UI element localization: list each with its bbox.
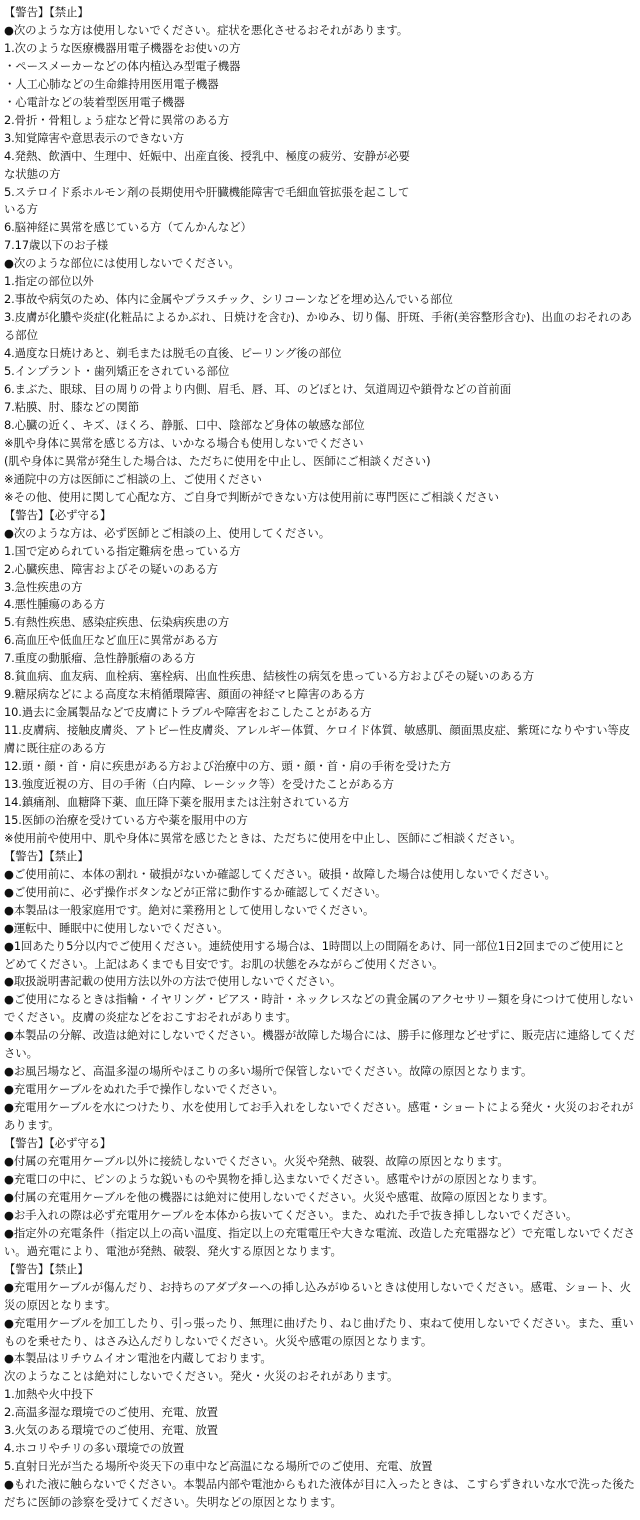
text-line: ●充電用ケーブルを加工したり、引っ張ったり、無理に曲げたり、ねじ曲げたり、束ねて使用しないでください。また、重いものを乗せたり、はさみ込んだりしないでください。火災や感電の原因となります。 (4, 1315, 634, 1348)
text-line: 7.粘膜、肘、膝などの関節 (4, 399, 139, 414)
text-line: 次のようなことは絶対にしないでください。発火・火災のおそれがあります。 (4, 1369, 399, 1384)
text-line: 【警告】【禁止】 (4, 1261, 89, 1276)
text-line: ●ご使用前に、本体の割れ・破損がないか確認してください。破損・故障した場合は使用しないでください。 (4, 866, 556, 881)
text-line: ※通院中の方は医師にご相談の上、ご使用ください (4, 471, 262, 486)
text-line: ●お風呂場など、高温多湿の場所やほこりの多い場所で保管しないでください。故障の原因となります。 (4, 1064, 533, 1079)
text-line: ●次のような部位には使用しないでください。 (4, 256, 240, 271)
text-line: 1.指定の部位以外 (4, 274, 94, 289)
text-line: ・心電計などの装着型医用電子機器 (4, 94, 185, 109)
text-line: 6.まぶた、眼球、目の周りの骨より内側、眉毛、唇、耳、のどぼとけ、気道周辺や鎖骨などの首前面 (4, 382, 512, 397)
text-line: ・人工心肺などの生命維持用医用電子機器 (4, 76, 219, 91)
text-line: 8.心臓の近く、キズ、ほくろ、静脈、口中、陰部など身体の敏感な部位 (4, 417, 365, 432)
text-line: ●本製品はリチウムイオン電池を内蔵しております。 (4, 1351, 272, 1366)
text-line: 2.高温多湿な環境でのご使用、充電、放置 (4, 1405, 218, 1420)
text-line: 5.有熱性疾患、感染症疾患、伝染病疾患の方 (4, 615, 230, 630)
text-line: 4.悪性腫瘍のある方 (4, 597, 105, 612)
text-line: ●充電口の中に、ピンのような鋭いものや異物を挿し込まないでください。感電やけがの原因となります。 (4, 1171, 544, 1186)
text-line: ●充電用ケーブルを水につけたり、水を使用してお手入れをしないでください。感電・ショートによる発火・火災のおそれがあります。 (4, 1100, 634, 1133)
text-line: (肌や身体に異常が発生した場合は、ただちに使用を中止し、医師にご相談ください) (4, 453, 431, 468)
text-line: 【警告】【禁止】 (4, 848, 89, 863)
text-line: 【警告】【必ず守る】 (4, 507, 112, 522)
text-line: 1.次のような医療機器用電子機器をお使いの方 (4, 40, 241, 55)
text-line: 7.17歳以下のお子様 (4, 238, 108, 253)
text-line: 5.直射日光が当たる場所や炎天下の車中など高温になる場所でのご使用、充電、放置 (4, 1459, 433, 1474)
text-line: ●取扱説明書記載の使用方法以外の方法で使用しないでください。 (4, 974, 342, 989)
text-line: ●充電用ケーブルが傷んだり、お持ちのアダプターへの挿し込みがゆるいときは使用しないでください。感電、ショート、火災の原因となります。 (4, 1279, 631, 1312)
text-line: 3.火気のある環境でのご使用、充電、放置 (4, 1423, 218, 1438)
text-line: 3.急性疾患の方 (4, 579, 83, 594)
text-line: ●本製品は一般家庭用です。絶対に業務用として使用しないでください。 (4, 902, 375, 917)
text-line: ●次のような方は使用しないでください。症状を悪化させるおそれがあります。 (4, 22, 409, 37)
text-line: 5.ステロイド系ホルモン剤の長期使用や肝臓機能障害で毛細血管拡張を起こして (4, 184, 410, 199)
text-line: 10.過去に金属製品などで皮膚にトラブルや障害をおこしたことがある方 (4, 705, 372, 720)
text-line: な状態の方 (4, 166, 61, 181)
text-line: 15.医師の治療を受けている方や薬を服用中の方 (4, 812, 248, 827)
text-line: ●もれた液に触らないでください。本製品内部や電池からもれた液体が目に入ったときは、こすらずきれいな水で洗った後ただちに医師の診察を受けてください。失明などの原因となります。 (4, 1477, 635, 1510)
text-line: 3.知覚障害や意思表示のできない方 (4, 130, 185, 145)
text-line: ●指定外の充電条件（指定以上の高い温度、指定以上の充電電圧や大きな電流、改造した充電器など）で充電しないでください。過充電により、電池が発熱、破裂、発火する原因となります。 (4, 1225, 635, 1258)
text-line: ※使用前や使用中、肌や身体に異常を感じたときは、ただちに使用を中止し、医師にご相談ください。 (4, 830, 522, 845)
text-line: 2.事故や病気のため、体内に金属やプラスチック、シリコーンなどを埋め込んでいる部位 (4, 292, 453, 307)
text-line: 9.糖尿病などによる高度な末梢循環障害、顔面の神経マヒ障害のある方 (4, 687, 365, 702)
text-line: 4.発熱、飲酒中、生理中、妊娠中、出産直後、授乳中、極度の疲労、安静が必要 (4, 148, 410, 163)
text-line: 4.ホコリやチリの多い環境での放置 (4, 1441, 185, 1456)
text-line: ●本製品の分解、改造は絶対にしないでください。機器が故障した場合には、勝手に修理などせずに、販売店に連絡してください。 (4, 1028, 635, 1061)
text-line: 【警告】【必ず守る】 (4, 1136, 112, 1151)
text-line: ●お手入れの際は必ず充電用ケーブルを本体から抜いてください。また、ぬれた手で抜き挿ししないでください。 (4, 1207, 578, 1222)
text-line: ●付属の充電用ケーブル以外に接続しないでください。火災や発熱、破裂、故障の原因となります。 (4, 1154, 509, 1168)
text-line: 13.強度近視の方、目の手術（白内障、レーシック等）を受けたことがある方 (4, 776, 394, 791)
text-line: 7.重度の動脈瘤、急性静脈瘤のある方 (4, 651, 196, 666)
text-line: ●ご使用になるときは指輪・イヤリング・ピアス・時計・ネックレスなどの貴金属のアクセサリー類を身につけて使用しないでください。皮膚の炎症などをおこすおそれがあります。 (4, 992, 634, 1025)
text-line: 5.インプラント・歯列矯正をされている部位 (4, 364, 230, 379)
text-line: 2.骨折・骨粗しょう症など骨に異常のある方 (4, 112, 230, 127)
text-line: 3.皮膚が化膿や炎症(化粧品によるかぶれ、日焼けを含む)、かゆみ、切り傷、肝斑、手術(美容整形含む)、出血のおそれのある部位 (4, 310, 632, 343)
text-line: 【警告】【禁止】 (4, 5, 89, 19)
text-line: ・ペースメーカーなどの体内植込み型電子機器 (4, 58, 241, 73)
text-line: 6.脳神経に異常を感じている方（てんかんなど） (4, 220, 252, 235)
text-line: ●充電用ケーブルをぬれた手で操作しないでください。 (4, 1082, 284, 1097)
text-line: ※肌や身体に異常を感じる方は、いかなる場合も使用しないでください (4, 435, 364, 450)
text-line: 11.皮膚病、接触皮膚炎、アトピー性皮膚炎、アレルギー体質、ケロイド体質、敏感肌、顔面黒皮症、紫斑になりやすい等皮膚に既往症のある方 (4, 723, 630, 756)
text-line: 1.国で定められている指定難病を患っている方 (4, 543, 241, 558)
text-line: 14.鎮痛剤、血糖降下薬、血圧降下薬を服用または注射されている方 (4, 794, 350, 809)
text-line: ●運転中、睡眠中に使用しないでください。 (4, 920, 229, 935)
text-line: 12.頭・顔・首・肩に疾患がある方および治療中の方、頭・顔・首・肩の手術を受けた方 (4, 759, 451, 774)
text-line: いる方 (4, 202, 38, 217)
text-line: ●ご使用前に、必ず操作ボタンなどが正常に動作するか確認してください。 (4, 884, 387, 899)
text-line: ●次のような方は、必ず医師とご相談の上、使用してください。 (4, 525, 330, 540)
text-line: 2.心臓疾患、障害およびその疑いのある方 (4, 561, 218, 576)
text-line: 6.高血圧や低血圧など血圧に異常がある方 (4, 633, 218, 648)
text-line: ●付属の充電用ケーブルを他の機器には絶対に使用しないでください。火災や感電、故障の原因となります。 (4, 1189, 554, 1204)
text-line: ●1回あたり5分以内でご使用ください。連続使用する場合は、1時間以上の間隔をあけ、同一部位1日2回までのご使用にとどめてください。上記はあくまでも目安です。お肌の状態をみながらご使用ください。 (4, 938, 625, 971)
text-line: 8.貧血病、血友病、血栓病、塞栓病、出血性疾患、結核性の病気を患っている方およびその疑いのある方 (4, 669, 535, 684)
text-line: ※その他、使用に関して心配な方、ご自身で判断ができない方は使用前に専門医にご相談ください (4, 489, 499, 504)
text-line: 4.過度な日焼けあと、剃毛または脱毛の直後、ピーリング後の部位 (4, 346, 342, 361)
text-line: 1.加熱や火中投下 (4, 1387, 94, 1402)
